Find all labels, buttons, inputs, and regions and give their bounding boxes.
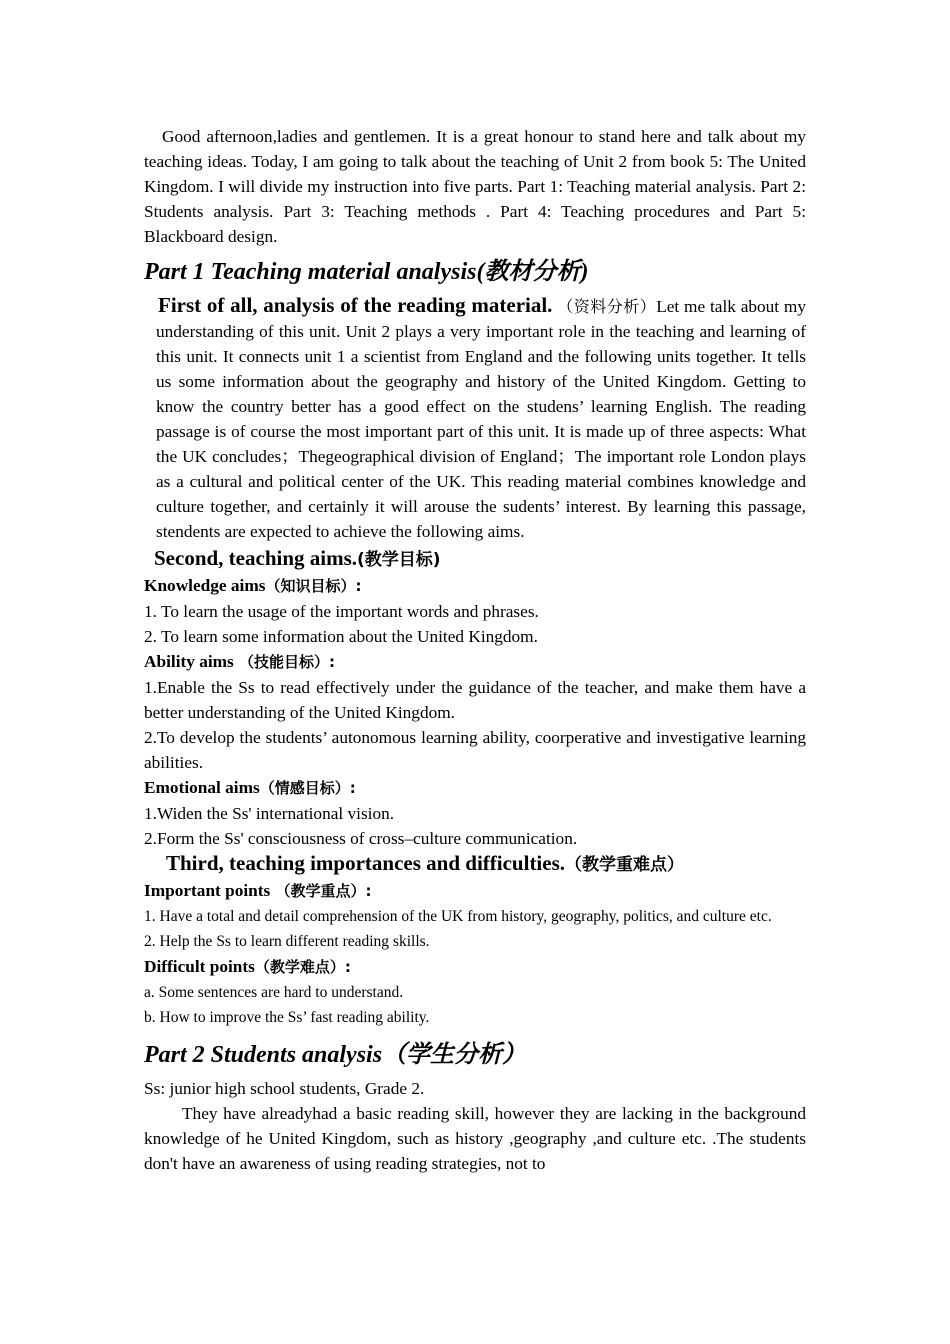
knowledge-aims-label: Knowledge aims xyxy=(144,576,266,595)
ability-aims-label: Ability aims xyxy=(144,652,234,671)
ability-aim-item: 1.Enable the Ss to read effectively under the guidance of the teacher, and make them have a better understanding of the United Kingdom. xyxy=(144,678,806,722)
ability-aims-cn: （技能目标）: xyxy=(233,653,336,671)
difficult-point-item: b. How to improve the Ss’ fast reading ability. xyxy=(144,1009,430,1026)
important-points-heading xyxy=(144,878,806,904)
document-page xyxy=(144,124,806,1176)
ability-aim-item: 2.To develop the students’ autonomous learning ability, coorperative and investigative learning abilities. xyxy=(144,728,806,772)
teaching-aims-lead: Second, teaching aims. xyxy=(154,546,358,570)
students-analysis-paragraph: They have alreadyhad a basic reading skill, however they are lacking in the background knowledge of he United Kingdom, such as history ,geography ,and culture etc. .The students don't have an awareness of using reading strategies, not to xyxy=(144,1104,806,1173)
emotional-aim-item: 2.Form the Ss' consciousness of cross–culture communication. xyxy=(144,829,578,848)
teaching-aims-heading xyxy=(144,546,806,573)
importances-cn: （教学重难点） xyxy=(565,855,685,875)
students-level-line: Ss: junior high school students, Grade 2. xyxy=(144,1079,425,1098)
knowledge-aims-heading xyxy=(144,573,806,599)
part2-heading: Part 2 Students analysis（学生分析） xyxy=(144,1042,527,1068)
knowledge-aim-item: 1. To learn the usage of the important words and phrases. xyxy=(144,602,539,621)
important-points-cn: （教学重点）: xyxy=(270,882,372,900)
difficult-points-label: Difficult points xyxy=(144,957,255,976)
teaching-aims-cn: (教学目标) xyxy=(357,550,441,570)
important-point-item: 2. Help the Ss to learn different reading skills. xyxy=(144,933,430,950)
reading-material-cn: （资料分析） xyxy=(557,297,657,316)
difficult-points-cn: （教学难点）: xyxy=(254,958,351,976)
intro-paragraph: Good afternoon,ladies and gentlemen. It is a great honour to stand here and talk about my teaching ideas. Today, I am going to talk about the teaching of Unit 2 from book 5: The United Kingdom. I will divide my instruction into five parts. Part 1: Teaching material analysis. Part 2: Students analysis. Part 3: Teaching methods . Part 4: Teaching procedures and Part 5: Blackboard design. xyxy=(144,127,806,246)
ability-aims-heading xyxy=(144,649,806,675)
reading-material-lead: First of all, analysis of the reading material. xyxy=(158,293,553,317)
emotional-aim-item: 1.Widen the Ss' international vision. xyxy=(144,804,395,823)
emotional-aims-cn: （情感目标）: xyxy=(259,779,356,797)
difficult-point-item: a. Some sentences are hard to understand. xyxy=(144,984,404,1001)
emotional-aims-label: Emotional aims xyxy=(144,778,260,797)
importances-heading xyxy=(144,851,806,878)
reading-material-paragraph xyxy=(144,293,806,544)
knowledge-aims-cn: （知识目标）: xyxy=(265,577,362,595)
knowledge-aim-item: 2. To learn some information about the United Kingdom. xyxy=(144,627,538,646)
important-points-label: Important points xyxy=(144,881,271,900)
reading-material-body: Let me talk about my understanding of this unit. Unit 2 plays a very important role in the teaching and learning of this unit. It connects unit 1 a scientist from England and the following units together. It tells us some information about the geography and history of the United Kingdom. Getting to know the country better has a good effect on the studens’ learning English. The reading passage is of course the most important part of this unit. It is made up of three aspects: What the UK concludes；Thegeographical division of England；The important role London plays as a cultural and political center of the UK. This reading material combines knowledge and culture together, and certainly it will arouse the sudents’ interest. By learning this passage, stendents are expected to achieve the following aims. xyxy=(156,297,806,541)
emotional-aims-heading xyxy=(144,775,806,801)
important-point-item: 1. Have a total and detail comprehension of the UK from history, geography, politics, and culture etc. xyxy=(144,908,772,925)
importances-lead: Third, teaching importances and difficulties. xyxy=(166,851,566,875)
difficult-points-heading xyxy=(144,954,806,980)
part1-heading: Part 1 Teaching material analysis(教材分析) xyxy=(144,259,589,285)
